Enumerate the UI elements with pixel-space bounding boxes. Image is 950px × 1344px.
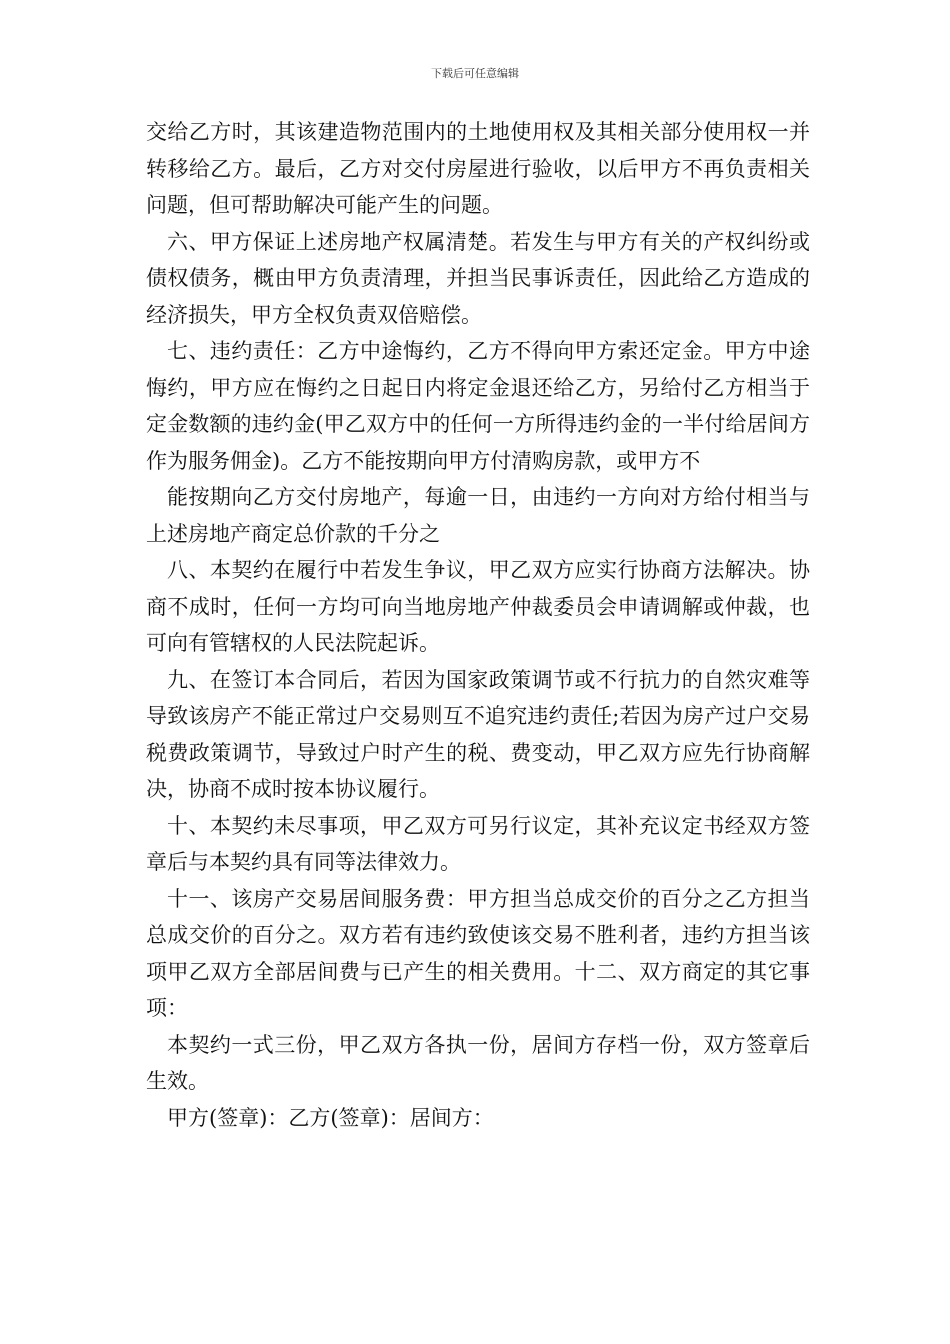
paragraph-clause-11: 十一、该房产交易居间服务费：甲方担当总成交价的百分之乙方担当总成交价的百分之。双方若有违约致使该交易不胜利者，违约方担当该项甲乙双方全部居间费与已产生的相关费用。十二、双方商定的其它事项： [146, 886, 810, 1020]
paragraph-clause-7: 七、违约责任：乙方中途悔约，乙方不得向甲方索还定金。甲方中途悔约，甲方应在悔约之日起日内将定金退还给乙方，另给付乙方相当于定金数额的违约金(甲乙双方中的任何一方所得违约金的一半付给居间方作为服务佣金)。乙方不能按期向甲方付清购房款，或甲方不 [146, 339, 810, 473]
paragraph-clause-7-continued: 能按期向乙方交付房地产，每逾一日，由违约一方向对方给付相当与上述房地产商定总价款的千分之 [146, 485, 810, 546]
paragraph-signatures: 甲方(签章)：乙方(签章)：居间方： [167, 1105, 494, 1130]
paragraph-clause-9: 九、在签订本合同后，若因为国家政策调节或不行抗力的自然灾难等导致该房产不能正常过户交易则互不追究违约责任;若因为房产过户交易税费政策调节，导致过户时产生的税、费变动，甲乙双方应先行协商解决，协商不成时按本协议履行。 [146, 667, 810, 801]
paragraph-clause-8: 八、本契约在履行中若发生争议，甲乙双方应实行协商方法解决。协商不成时，任何一方均可向当地房地产仲裁委员会申请调解或仲裁，也可向有管辖权的人民法院起诉。 [146, 558, 810, 655]
paragraph-clause-6: 六、甲方保证上述房地产权属清楚。若发生与甲方有关的产权纠纷或债权债务，概由甲方负责清理，并担当民事诉责任，因此给乙方造成的经济损失，甲方全权负责双倍赔偿。 [146, 229, 810, 327]
paragraph-copies: 本契约一式三份，甲乙双方各执一份，居间方存档一份，双方签章后生效。 [146, 1032, 810, 1093]
paragraph-clause-10: 十、本契约未尽事项，甲乙双方可另行议定，其补充议定书经双方签章后与本契约具有同等法律效力。 [146, 813, 810, 874]
paragraph-delivery: 交给乙方时，其该建造物范围内的土地使用权及其相关部分使用权一并转移给乙方。最后，乙方对交付房屋进行验收，以后甲方不再负责相关问题，但可帮助解决可能产生的问题。 [146, 120, 810, 217]
page-header-note: 下载后可任意编辑 [431, 67, 519, 80]
document-body [146, 114, 810, 1136]
